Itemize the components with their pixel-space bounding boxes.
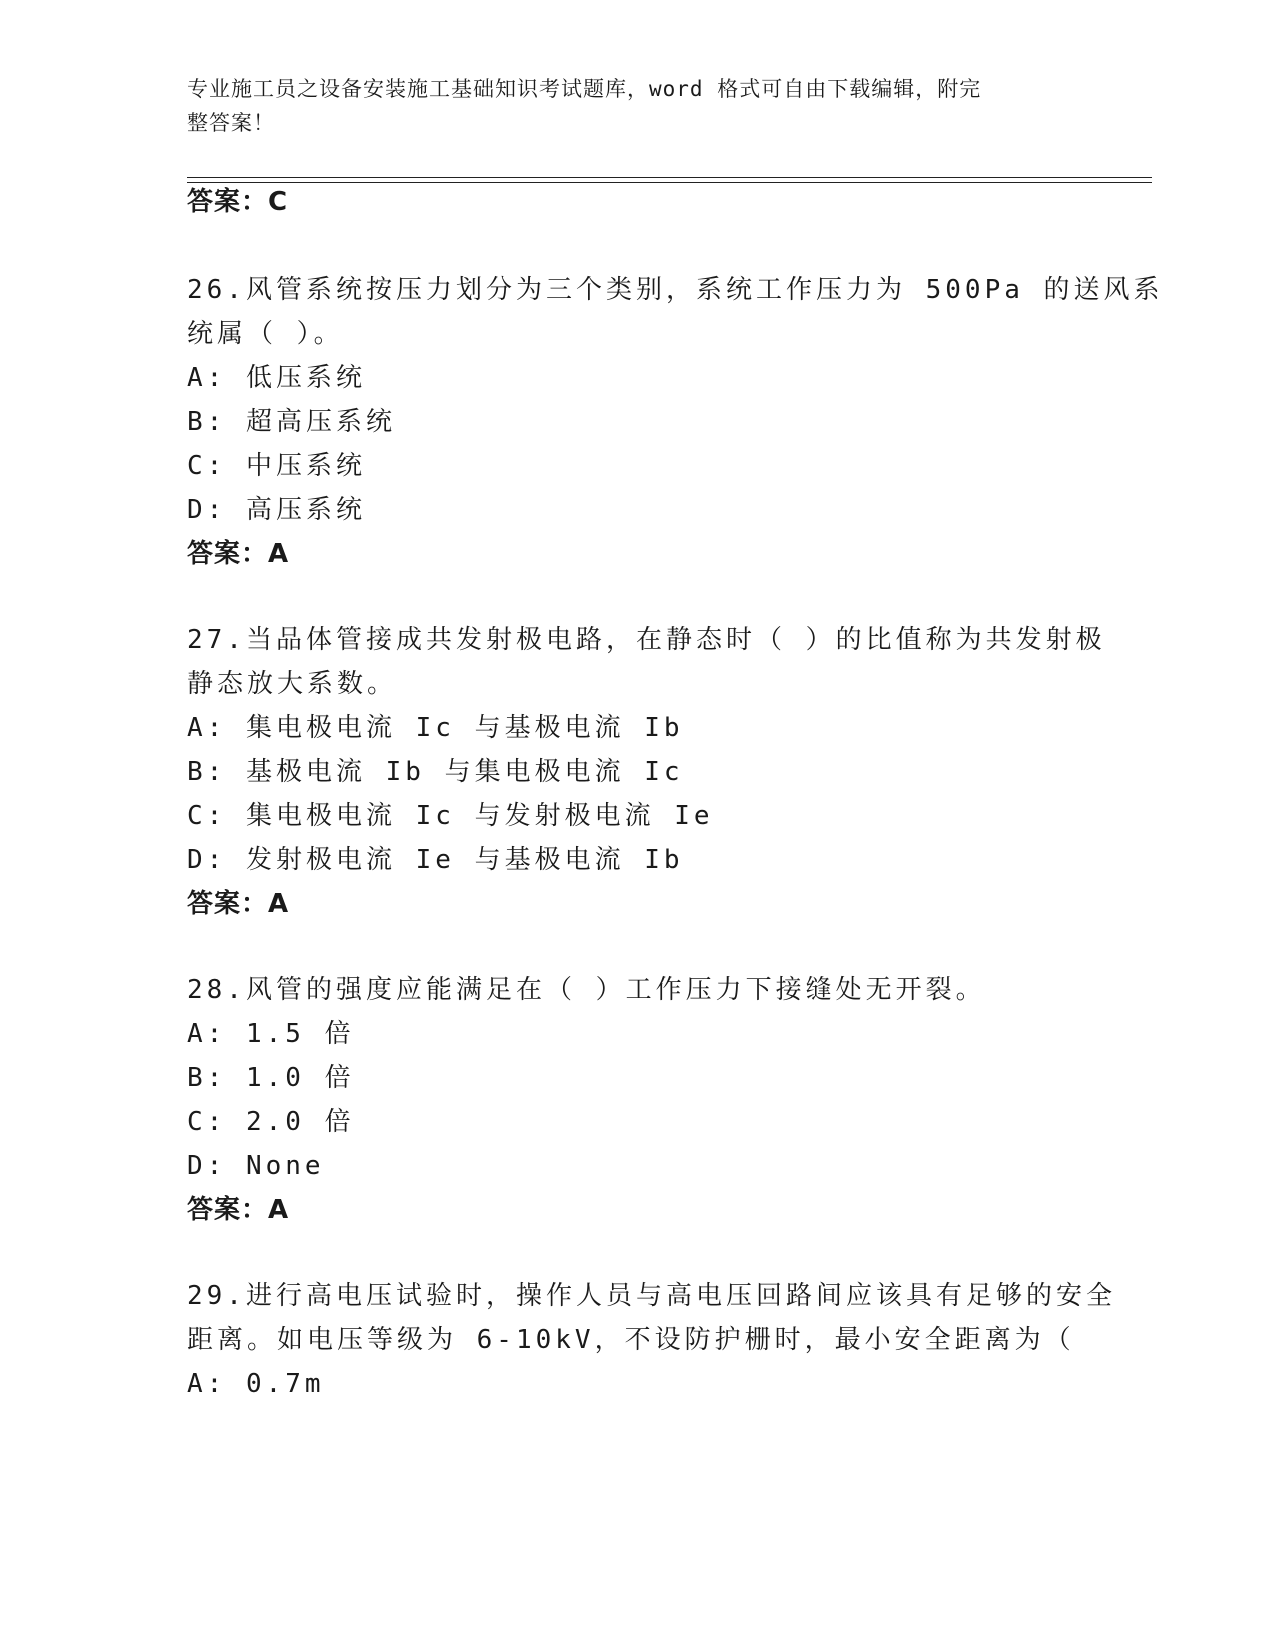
question-26-option-c: C: 中压系统 [187,451,366,481]
question-27-answer: 答案：A [187,889,290,919]
header-divider-top [187,177,1152,178]
question-26-stem-line-2: 统属（ ）。 [187,319,344,349]
question-29-option-a: A: 0.7m [187,1369,325,1399]
question-28-option-c: C: 2.0 倍 [187,1107,355,1137]
header-line-2: 整答案！ [187,111,275,135]
question-26-option-d: D: 高压系统 [187,495,366,525]
question-29-stem-line-1: 29.进行高电压试验时，操作人员与高电压回路间应该具有足够的安全 [187,1281,1116,1311]
document-header [187,72,1067,140]
question-27-option-b: B: 基极电流 Ib 与集电极电流 Ic [187,757,684,787]
header-line-1: 专业施工员之设备安装施工基础知识考试题库，word 格式可自由下载编辑，附完 [187,77,982,101]
header-divider-bottom [187,182,1152,183]
question-27-stem-line-1: 27.当品体管接成共发射极电路，在静态时（ ）的比值称为共发射极 [187,625,1106,655]
question-28-answer: 答案：A [187,1195,290,1225]
question-26-stem-line-1: 26.风管系统按压力划分为三个类别，系统工作压力为 500Pa 的送风系 [187,275,1164,305]
question-27-option-d: D: 发射极电流 Ie 与基极电流 Ib [187,845,684,875]
question-28-option-a: A: 1.5 倍 [187,1019,355,1049]
question-26-answer: 答案：A [187,539,290,569]
question-26-option-b: B: 超高压系统 [187,407,396,437]
previous-answer: 答案：C [187,187,289,217]
question-28-stem-line-1: 28.风管的强度应能满足在（ ）工作压力下接缝处无开裂。 [187,975,986,1005]
question-29-stem-line-2: 距离。如电压等级为 6-10kV，不设防护栅时，最小安全距离为（ [187,1325,1075,1355]
question-27-stem-line-2: 静态放大系数。 [187,669,398,699]
question-28-option-b: B: 1.0 倍 [187,1063,355,1093]
question-27-option-a: A: 集电极电流 Ic 与基极电流 Ib [187,713,684,743]
question-27-option-c: C: 集电极电流 Ic 与发射极电流 Ie [187,801,714,831]
question-26-option-a: A: 低压系统 [187,363,366,393]
question-28-option-d: D: None [187,1151,325,1181]
